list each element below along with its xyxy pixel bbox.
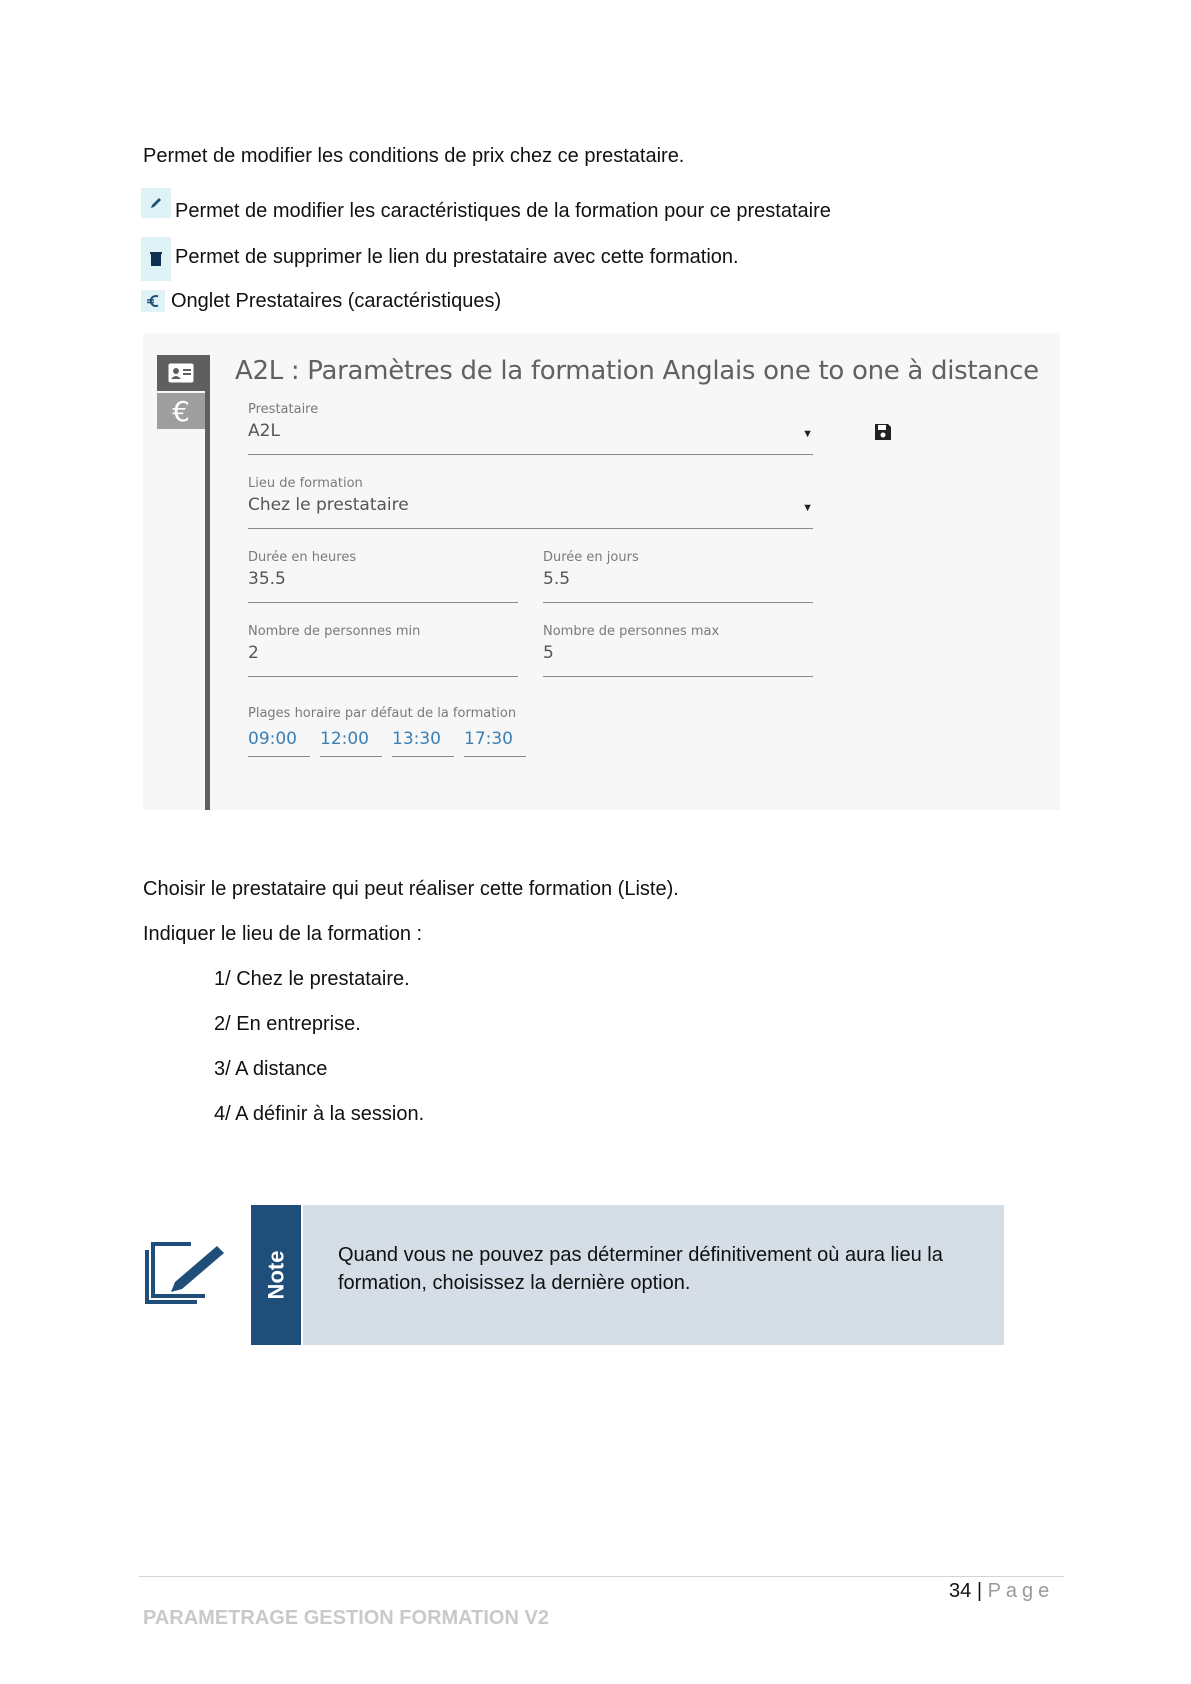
floppy-disk-icon[interactable] (874, 423, 892, 446)
personnes-max-field[interactable] (543, 624, 813, 677)
duree-heures-label: Durée en heures (248, 550, 357, 565)
duree-heures-field[interactable] (248, 550, 518, 603)
option-item: 4/ A définir à la session. (214, 1103, 425, 1125)
page-separator: | (976, 1580, 983, 1602)
document-title: PARAMETRAGE GESTION FORMATION V2 (143, 1607, 549, 1629)
personnes-min-value: 2 (248, 643, 259, 663)
prestataire-select[interactable] (248, 402, 813, 455)
choose-instruction: Choisir le prestataire qui peut réaliser cette formation (Liste). (143, 878, 679, 900)
indicate-instruction: Indiquer le lieu de la formation : (143, 923, 423, 945)
page-number (949, 1580, 1054, 1603)
trash-icon (141, 237, 171, 281)
page-number-value: 34 (949, 1580, 972, 1602)
time-input-start-morning[interactable]: 09:00 (248, 729, 310, 749)
euro-tab[interactable] (157, 393, 205, 429)
personnes-max-value: 5 (543, 643, 554, 663)
note-pen-icon (141, 1236, 227, 1309)
delete-description: Permet de supprimer le lien du prestataire avec cette formation. (175, 246, 739, 268)
duree-heures-value: 35.5 (248, 569, 286, 589)
edit-description: Permet de modifier les caractéristiques de la formation pour ce prestataire (175, 200, 831, 222)
plages-label-wrap (248, 706, 648, 726)
time-input-end-morning[interactable]: 12:00 (320, 729, 382, 749)
id-card-icon[interactable] (157, 355, 205, 391)
prestataire-value: A2L (248, 421, 280, 441)
dropdown-caret-icon: ▼ (802, 428, 813, 440)
time-input-start-afternoon[interactable]: 13:30 (392, 729, 454, 749)
panel-title: A2L : Paramètres de la formation Anglais one to one à distance (235, 356, 1039, 386)
plages-label: Plages horaire par défaut de la formation (248, 706, 517, 721)
intro-price-text: Permet de modifier les conditions de prix chez ce prestataire. (143, 145, 685, 167)
option-item: 1/ Chez le prestataire. (214, 968, 410, 990)
option-item: 2/ En entreprise. (214, 1013, 361, 1035)
dropdown-caret-icon: ▼ (802, 502, 813, 514)
lieu-label: Lieu de formation (248, 476, 363, 491)
lieu-value: Chez le prestataire (248, 495, 409, 515)
euro-icon (141, 290, 165, 312)
pencil-icon (141, 188, 171, 218)
note-label: Note (262, 1250, 288, 1300)
note-text: Quand vous ne pouvez pas déterminer définitivement où aura lieu la formation, choisissez la dernière option. (338, 1244, 943, 1294)
footer-divider (139, 1576, 1064, 1577)
duree-jours-label: Durée en jours (543, 550, 639, 565)
personnes-max-label: Nombre de personnes max (543, 624, 720, 639)
duree-jours-field[interactable] (543, 550, 813, 603)
prestataire-label: Prestataire (248, 402, 319, 417)
side-rail (205, 355, 210, 810)
euro-icon: € (172, 394, 190, 428)
personnes-min-field[interactable] (248, 624, 518, 677)
lieu-select[interactable] (248, 476, 813, 529)
formation-settings-panel (143, 333, 1060, 810)
page-word: Page (987, 1580, 1055, 1602)
time-input-end-afternoon[interactable]: 17:30 (464, 729, 526, 749)
option-item: 3/ A distance (214, 1058, 328, 1080)
personnes-min-label: Nombre de personnes min (248, 624, 421, 639)
duree-jours-value: 5.5 (543, 569, 571, 589)
tab-description: Onglet Prestataires (caractéristiques) (171, 290, 502, 312)
